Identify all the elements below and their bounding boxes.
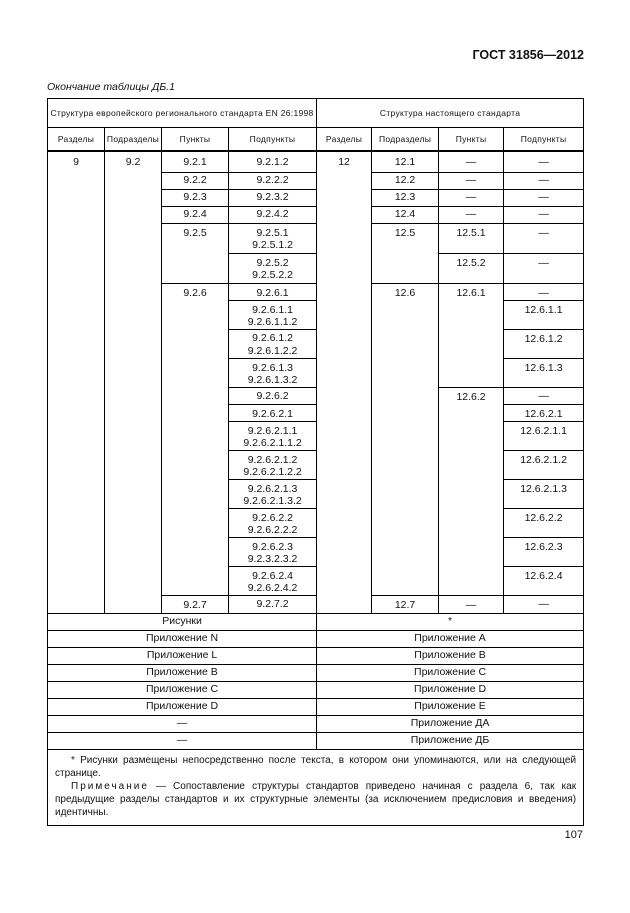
table-cell: — xyxy=(504,206,584,223)
table-cell: 12 xyxy=(317,156,372,613)
table-cell: 9.2.2.2 xyxy=(229,172,317,189)
group-header-european: Структура европейского регионального стандарта EN 26:1998 xyxy=(48,99,317,128)
table-cell: — xyxy=(439,595,504,613)
table-cell: Приложение В xyxy=(317,647,584,664)
table-cell xyxy=(229,566,317,595)
table-cell xyxy=(229,421,317,450)
subitem-line: 9.2.6.2.1.1 xyxy=(247,424,298,437)
subitem-line: 9.2.6.2.2 xyxy=(252,511,293,524)
table-cell: 12.5 xyxy=(372,223,439,283)
subitem-line: 9.2.5.2.2 xyxy=(252,269,293,281)
table-cell: 9.2.5 xyxy=(162,223,229,283)
table-cell: 12.6.2.1 xyxy=(504,404,584,421)
table-cell: 9.2.2 xyxy=(162,172,229,189)
table-cell: — xyxy=(504,387,584,404)
table-cell: 12.3 xyxy=(372,189,439,206)
subitem-line: 9.2.5.1.2 xyxy=(252,239,293,251)
table-cell: 12.4 xyxy=(372,206,439,223)
table-cell: 9.2.6.2 xyxy=(229,387,317,404)
footnote-star: * Рисунки размещены непосредственно после текста, в котором они упоминаются, или на следующей странице. xyxy=(55,754,577,779)
table-cell: Приложение С xyxy=(317,664,584,681)
table-cell: Приложение ДА xyxy=(317,715,584,732)
table-cell: — xyxy=(439,189,504,206)
table-cell: 9 xyxy=(48,156,105,613)
table-cell: 9.2.6 xyxy=(162,283,229,595)
table-cell: Приложение L xyxy=(48,647,317,664)
table-cell: 9.2.3 xyxy=(162,189,229,206)
subitem-line: 9.2.6.1.3 xyxy=(252,361,293,374)
table-cell: 9.2.7 xyxy=(162,595,229,613)
table-cell: Приложение D xyxy=(317,681,584,698)
table-notes xyxy=(48,749,584,825)
subitem-line: 9.2.6.2.3 xyxy=(252,540,293,553)
subitem-line: 9.2.6.1.1 xyxy=(252,303,293,316)
table-cell: 12.6.2.1.3 xyxy=(504,479,584,508)
table-cell: — xyxy=(504,253,584,283)
table-cell: 9.2.4 xyxy=(162,206,229,223)
table-cell: — xyxy=(504,595,584,613)
note-text: — Сопоставление структуры стандартов приведено начиная с раздела 6, так как предыдущие разделы стандартов и их структурные элементы (за исключением предисловия и введения) идентичны. xyxy=(55,780,577,818)
table-cell: 12.6.2.1.1 xyxy=(504,421,584,450)
table-cell xyxy=(229,300,317,329)
subitem-line: 9.2.6.2.4.2 xyxy=(247,582,298,594)
subitem-line: 9.2.6.2.4 xyxy=(252,569,293,582)
table-cell: — xyxy=(504,189,584,206)
group-header-current: Структура настоящего стандарта xyxy=(317,99,584,128)
table-cell: — xyxy=(439,156,504,172)
table-cell: 12.5.1 xyxy=(439,223,504,253)
table-cell: Приложение ДБ xyxy=(317,732,584,749)
col-header: Подразделы xyxy=(372,128,439,152)
table-cell: — xyxy=(439,206,504,223)
table-cell: Приложение N xyxy=(48,630,317,647)
table-cell: — xyxy=(504,172,584,189)
table-cell: 12.6.2 xyxy=(439,387,504,595)
table-cell: 12.7 xyxy=(372,595,439,613)
table-cell xyxy=(229,479,317,508)
col-header: Разделы xyxy=(317,128,372,152)
table-cell: * xyxy=(317,613,584,630)
table-cell: 12.6.2.4 xyxy=(504,566,584,595)
table-cell xyxy=(229,537,317,566)
subitem-line: 9.2.6.2.1.3 xyxy=(247,482,298,495)
table-cell: 12.6 xyxy=(372,283,439,595)
table-cell: 12.5.2 xyxy=(439,253,504,283)
subitem-line: 9.2.6.2.1.1.2 xyxy=(243,437,302,449)
table-cell xyxy=(229,223,317,253)
subitem-line: 9.2.6.1.3.2 xyxy=(247,374,298,386)
table-cell: Приложение B xyxy=(48,664,317,681)
subitem-line: 9.2.3.2.3.2 xyxy=(247,553,298,565)
table-cell: — xyxy=(504,283,584,300)
subitem-line: 9.2.6.1.2.2 xyxy=(247,344,298,357)
table-cell xyxy=(229,450,317,479)
table-cell: Приложение C xyxy=(48,681,317,698)
table-cell: 9.2.6.1 xyxy=(229,283,317,300)
table-cell: 12.6.1.3 xyxy=(504,358,584,387)
col-header: Подпункты xyxy=(504,128,584,152)
table-cell: — xyxy=(48,732,317,749)
table-cell: 9.2 xyxy=(105,156,162,613)
table-cell: — xyxy=(504,156,584,172)
subitem-line: 9.2.6.2.1.3.2 xyxy=(243,495,302,507)
col-header: Пункты xyxy=(439,128,504,152)
note-label: Примечание xyxy=(71,780,149,792)
subitem-line: 9.2.6.1.2 xyxy=(252,332,293,344)
subitem-line: 9.2.6.2.2.2 xyxy=(247,524,298,536)
table-cell: 12.6.2.3 xyxy=(504,537,584,566)
table-cell: 9.2.1 xyxy=(162,156,229,172)
subitem-line: 9.2.6.2.1.2.2 xyxy=(243,466,302,478)
table-cell: 12.6.2.2 xyxy=(504,508,584,537)
table-cell: 9.2.1.2 xyxy=(229,156,317,172)
table-caption: Окончание таблицы ДБ.1 xyxy=(47,81,175,93)
table-cell: 12.1 xyxy=(372,156,439,172)
standard-designation: ГОСТ 31856—2012 xyxy=(472,48,584,62)
table-cell: Приложение А xyxy=(317,630,584,647)
table-cell: 9.2.7.2 xyxy=(229,595,317,613)
table-cell xyxy=(229,253,317,283)
note-paragraph xyxy=(55,780,576,819)
table-cell: 12.6.1 xyxy=(439,283,504,387)
table-cell: — xyxy=(504,223,584,253)
subitem-line: 9.2.6.2.1.2 xyxy=(247,453,298,466)
table-cell: Приложение Е xyxy=(317,698,584,715)
page-number: 107 xyxy=(564,829,583,841)
table-cell: Приложение D xyxy=(48,698,317,715)
table-cell: Рисунки xyxy=(48,613,317,630)
table-cell: 9.2.6.2.1 xyxy=(229,404,317,421)
table-cell: 12.2 xyxy=(372,172,439,189)
table-cell xyxy=(229,358,317,387)
table-cell: — xyxy=(48,715,317,732)
table-cell: 12.6.2.1.2 xyxy=(504,450,584,479)
subitem-line: 9.2.6.1.1.2 xyxy=(247,316,298,328)
col-header: Подразделы xyxy=(105,128,162,152)
table-cell xyxy=(229,329,317,358)
table-cell: 9.2.3.2 xyxy=(229,189,317,206)
table-cell: — xyxy=(439,172,504,189)
subitem-line: 9.2.5.2 xyxy=(256,256,289,269)
table-cell: 9.2.4.2 xyxy=(229,206,317,223)
col-header: Пункты xyxy=(162,128,229,152)
subitem-line: 9.2.5.1 xyxy=(256,226,289,239)
col-header: Подпункты xyxy=(229,128,317,152)
table-cell xyxy=(229,508,317,537)
table-cell: 12.6.1.2 xyxy=(504,329,584,358)
col-header: Разделы xyxy=(48,128,105,152)
table-cell: 12.6.1.1 xyxy=(504,300,584,329)
structure-comparison-table xyxy=(47,98,584,826)
